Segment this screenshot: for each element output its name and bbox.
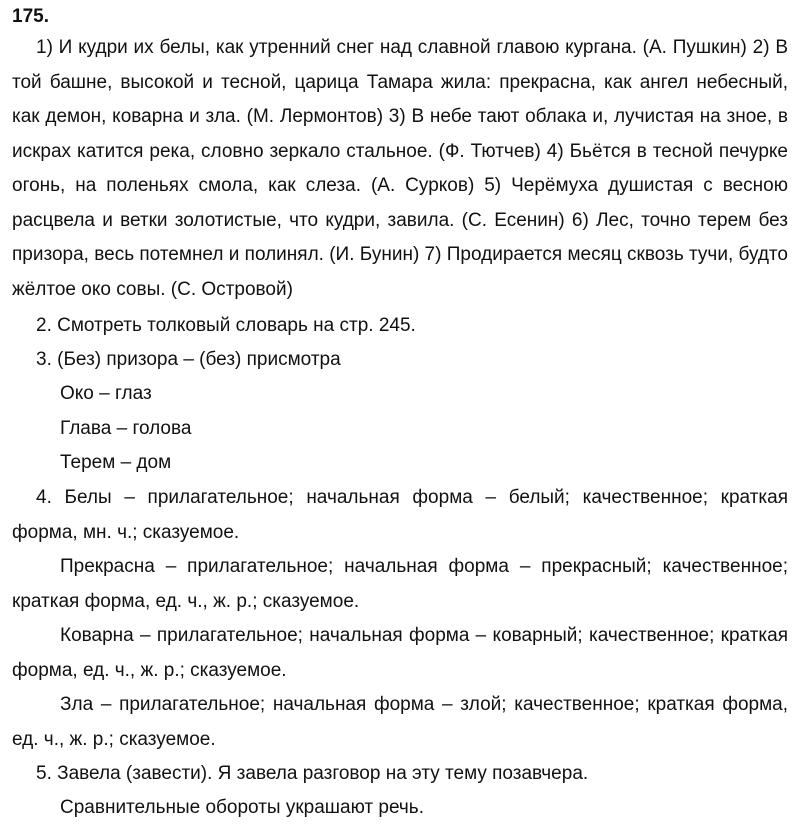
part4-paragraph-2: Прекрасна – прилагательное; начальная форма – прекрасный; качественное; краткая форма, ед. ч., ж. р.; сказуемое. — [12, 556, 788, 612]
part4-paragraph-4: Зла – прилагательное; начальная форма – злой; качественное; краткая форма, ед. ч., ж. р.; сказуемое. — [12, 694, 788, 750]
part5-line-2: Сравнительные обороты украшают речь. — [60, 797, 424, 818]
part5-line-1: 5. Завела (завести). Я завела разговор на эту тему позавчера. — [36, 763, 589, 784]
exercise-number: 175. — [12, 6, 49, 27]
part3-item-2: Глава – голова — [60, 418, 192, 439]
part4-paragraph-1: 4. Белы – прилагательное; начальная форма – белый; качественное; краткая форма, мн. ч.; сказуемое. — [12, 487, 788, 543]
part2-text: 2. Смотреть толковый словарь на стр. 245. — [36, 315, 416, 336]
exercise-text-part1: 1) И кудри их белы, как утренний снег над славной главою кургана. (А. Пушкин) 2) В той башне, высокой и тесной, царица Тамара жила: прекрасна, как ангел небесный, как демон, коварна и зла. (М. Лермонтов) 3) В небе тают облака и, лучистая на зное, в искрах катится река, словно зеркало стальное. (Ф. Тютчев) 4) Бьётся в тесной печурке огонь, на поленьях смола, как слеза. (А. Сурков) 5) Черёмуха душистая с весною расцвела и ветки золотистые, что кудри, завила. (С. Есенин) 6) Лес, точно терем без призора, весь потемнел и полинял. (И. Бунин) 7) Продирается месяц сквозь тучи, будто жёлтое око совы. (С. Островой) — [12, 37, 788, 300]
part3-item-3: Терем – дом — [60, 452, 172, 473]
part3-heading: 3. (Без) призора – (без) присмотра — [36, 349, 341, 370]
part3-item-1: Око – глаз — [60, 383, 152, 404]
part4-paragraph-3: Коварна – прилагательное; начальная форма – коварный; качественное; краткая форма, ед. ч., ж. р.; сказуемое. — [12, 625, 788, 681]
